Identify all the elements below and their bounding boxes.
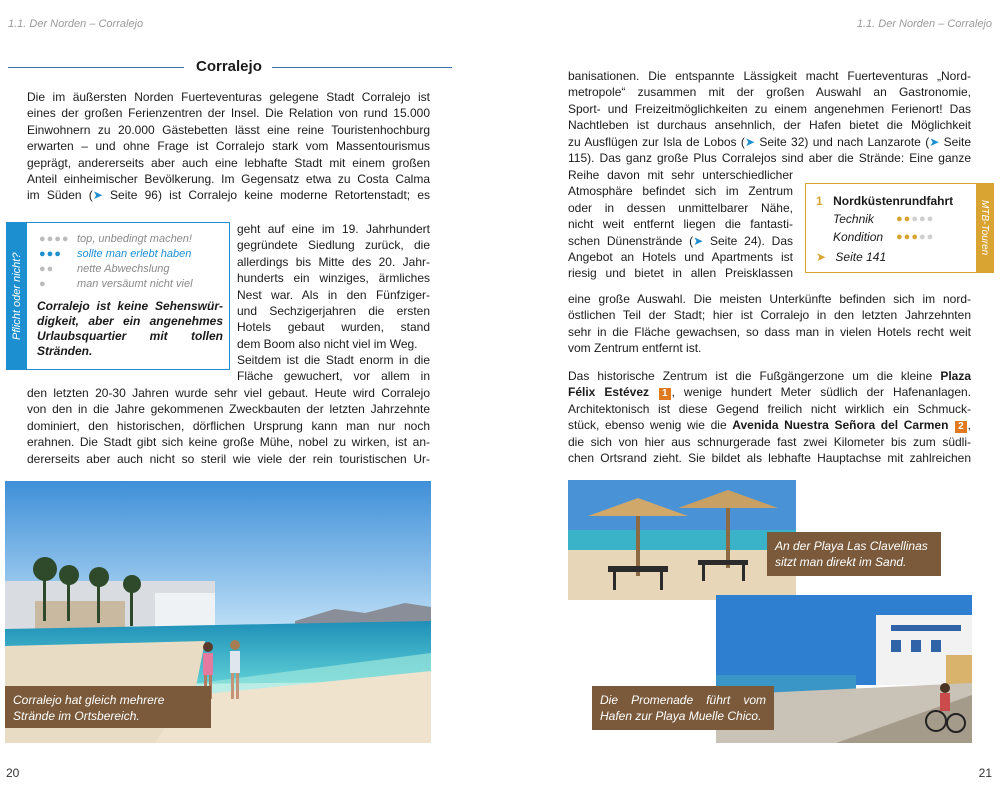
right-after-paragraph bbox=[568, 291, 971, 357]
rating-dot-empty: ● bbox=[926, 213, 935, 225]
page-number-right: 21 bbox=[978, 766, 992, 780]
rating-row-4: ●●●● top, unbedingt machen! bbox=[39, 233, 192, 245]
narrow-text-line: Angebot an Hotels und Apartments ist bbox=[568, 250, 793, 265]
mtb-technik-dots-icon bbox=[896, 213, 934, 225]
beach-photo-caption: Corralejo hat gleich mehrere Strände im Ortsbereich. bbox=[5, 686, 211, 728]
verdict-text: Corralejo ist keine Sehenswür- digkeit, aber ein angenehmes Urlaubsquartier mit tollen Stränden. bbox=[37, 299, 223, 358]
mtb-kondition-label: Kondition bbox=[833, 230, 884, 244]
right-narrow-text bbox=[568, 167, 793, 282]
title-rule-left bbox=[8, 67, 184, 68]
rating-dot-filled: ● bbox=[911, 231, 919, 243]
rating-dot-filled: ● bbox=[896, 231, 904, 243]
narrow-text-line: oder in dessen unmittelbarer Nähe, bbox=[568, 200, 793, 215]
center-line-4: stück, ebenso wenig wie die Avenida Nuestra Señora del Carmen 2 , bbox=[568, 418, 971, 433]
rating-dot-filled: ● bbox=[903, 231, 912, 243]
promenade-caption: Die Promenade führt vom Hafen zur Playa Muelle Chico. bbox=[592, 686, 774, 730]
side-text-line: Nest war. Als in den Fünfziger- bbox=[237, 287, 430, 302]
continuation-line: dererseits aber auch nicht so steril wie viele der rein touristischen Ur- bbox=[27, 451, 430, 466]
mtb-number: 1 bbox=[816, 194, 823, 208]
mtb-tab: MTB-Touren bbox=[976, 184, 993, 272]
narrow-text-line: Atmosphäre befindet sich im Zentrum bbox=[568, 184, 793, 199]
side-text-line: gegründete Siedlung zurück, die bbox=[237, 238, 430, 253]
right-line-lobos: zu Ausflügen zur Isla de Lobos (➤ Seite 32) und nach Lanzarote (➤ Seite bbox=[568, 134, 971, 149]
rating-dot-filled: ● bbox=[903, 213, 912, 225]
right-center-paragraph bbox=[568, 368, 971, 466]
narrow-text-line: riesig und bietet in allen Preisklassen bbox=[568, 266, 793, 281]
intro-line: Die im äußersten Norden Fuerteventuras gelegene Stadt Corralejo ist bbox=[27, 90, 430, 104]
rating-row-2: ●● nette Abwechslung bbox=[39, 263, 170, 275]
side-text-line: dem Boom also nicht viel im Weg. bbox=[237, 336, 418, 351]
map-marker-1: 1 bbox=[659, 388, 671, 400]
rating-dot-filled: ● bbox=[896, 213, 904, 225]
mtb-page-ref[interactable]: ➤ Seite 141 bbox=[816, 250, 887, 264]
page-ref-arrow-icon: ➤ bbox=[744, 134, 755, 149]
mtb-title: Nordküstenrundfahrt bbox=[833, 194, 954, 208]
rating-infobox bbox=[6, 222, 230, 370]
right-text-line: metropole“ zusammen mit der großen Auswahl an Gastronomie, bbox=[568, 85, 971, 100]
clavellinas-photo-illustration bbox=[568, 480, 796, 600]
page-ref-arrow-icon: ➤ bbox=[929, 134, 940, 149]
side-text-line: Seitdem ist die Stadt enorm in die bbox=[237, 353, 430, 367]
continuation-line: dominiert, den historischen, dörflichen Ursprung kann man nur noch bbox=[27, 418, 430, 433]
side-text-line: allerdings bis Mitte des 20. Jahr- bbox=[237, 254, 430, 269]
right-top-paragraph bbox=[568, 68, 971, 166]
center-line-3: Architektonisch ist diese Gegend freilich nicht wirklich ein Schmuck- bbox=[568, 401, 971, 416]
narrow-text-line: Reihe davon mit sehr unterschiedlicher bbox=[568, 168, 793, 182]
center-line-5: die sich von hier aus schnurgerade fast zwei Kilometer bis zum südli- bbox=[568, 434, 971, 449]
narrow-text-line: nicht weit entfernt liegen die fantasti- bbox=[568, 217, 793, 232]
intro-line: erwarten – und ohne Frage ist Corralejo stark vom Massentourismus bbox=[27, 139, 430, 154]
side-text-1 bbox=[237, 221, 430, 352]
right-text-line: sehr in die Fläche gewachsen, so dass man in vielen Hotels recht weit bbox=[568, 324, 971, 339]
intro-line: Einwohnern zu 20.000 Gästebetten lässt eine reine Touristenhochburg bbox=[27, 122, 430, 137]
mtb-tour-box bbox=[805, 183, 994, 273]
page-ref-arrow-icon: ➤ bbox=[693, 233, 704, 248]
center-line-1: Das historische Zentrum ist die Fußgängerzone um die kleine Plaza bbox=[568, 369, 971, 383]
side-text-2 bbox=[237, 352, 430, 385]
right-text-line: östlichen Teil der Stadt; hier ist Corralejo in den letzten Jahrzehnten bbox=[568, 308, 971, 323]
rating-dots-icon: ●● bbox=[39, 263, 55, 275]
continuation-line: von den in die Jahre gekommenen Zweckbauten der letzten Jahrzehnte bbox=[27, 402, 430, 417]
continuation-line: den letzten 20-30 Jahren wurde sehr viel gebaut. Heute wird Corralejo bbox=[27, 386, 430, 400]
narrow-line-dunes: schen Dünenstrände (➤ Seite 24). Das bbox=[568, 233, 794, 248]
intro-line: eines der großen Ferienzentren der Insel. Die Relation von rund 15.000 bbox=[27, 106, 430, 121]
clavellinas-caption: An der Playa Las Clavellinas sitzt man direkt im Sand. bbox=[767, 532, 941, 576]
running-header-left: 1.1. Der Norden – Corralejo bbox=[8, 18, 144, 30]
rating-dot-empty: ● bbox=[926, 231, 935, 243]
running-header-right: 1.1. Der Norden – Corralejo bbox=[856, 18, 992, 30]
rating-dot-empty: ● bbox=[911, 213, 919, 225]
section-title: Corralejo bbox=[196, 58, 262, 75]
rating-dots-icon: ●●● bbox=[39, 248, 62, 260]
side-text-line: geht auf eine im 19. Jahrhundert bbox=[237, 222, 430, 236]
right-text-line: Nachtleben ist durchaus ansehnlich, der Hafen bietet die Möglichkeit bbox=[568, 118, 971, 133]
rating-legend bbox=[39, 232, 221, 292]
rating-dot-empty: ● bbox=[918, 213, 927, 225]
rating-dots-icon: ● bbox=[39, 278, 47, 290]
side-text-line: Hotels gebaut wurden, stand bbox=[237, 320, 430, 335]
clavellinas-photo bbox=[568, 480, 796, 600]
right-text-line: banisationen. Die entspannte Lässigkeit macht Fuerteventuras „Nord- bbox=[568, 69, 971, 83]
page-number-left: 20 bbox=[6, 766, 20, 780]
rating-row-1: ● man versäumt nicht viel bbox=[39, 278, 193, 290]
rating-row-3: ●●● sollte man erlebt haben bbox=[39, 248, 192, 260]
intro-line: Anteil einheimischer Bevölkerung. Im Gegensatz etwa zu Costa Calma bbox=[27, 172, 430, 187]
right-line-6: 115). Das ganz große Plus Corralejos sind aber die Strände: Eine ganze bbox=[568, 151, 971, 166]
continuation-line: erahnen. Die Stadt gibt sich keine große Mühe, nobel zu wirken, ist an- bbox=[27, 435, 430, 450]
center-line-6: chen Ortsrand zieht. Sie bildet als lebhafte Hauptachse mit zahlreichen bbox=[568, 451, 971, 466]
title-rule-right bbox=[272, 67, 452, 68]
right-text-line: eine große Auswahl. Die meisten Unterkünfte befinden sich im nord- bbox=[568, 292, 971, 306]
side-text-line: und Sechzigerjahren die ersten bbox=[237, 304, 430, 319]
intro-last-line: im Süden (➤ Seite 96) ist Corralejo keine moderne Retortenstadt; es bbox=[27, 188, 430, 203]
rating-dot-empty: ● bbox=[918, 231, 927, 243]
rating-dots-icon: ●●●● bbox=[39, 233, 70, 245]
intro-paragraph bbox=[27, 89, 430, 204]
mtb-title-row bbox=[816, 192, 953, 210]
center-line-2: Félix Estévez 1 , wenige hundert Meter südlich der Hafenanlagen. bbox=[568, 385, 972, 400]
right-text-line: vom Zentrum entfernt ist. bbox=[568, 341, 702, 356]
mtb-kondition-dots-icon bbox=[896, 231, 934, 243]
side-text-line: hunderts ein winziges, ärmliches bbox=[237, 271, 430, 286]
map-marker-2: 2 bbox=[955, 421, 967, 433]
infobox-tab: Pflicht oder nicht? bbox=[7, 223, 27, 369]
page-ref-arrow-icon: ➤ bbox=[816, 250, 827, 264]
page-ref-arrow-icon: ➤ bbox=[92, 188, 103, 203]
mtb-technik-label: Technik bbox=[833, 212, 874, 226]
side-text-line: Fläche gewuchert, vor allem in bbox=[237, 369, 430, 384]
right-text-line: Sport- und Freizeitmöglichkeiten zu einem angenehmen Ferienort! Das bbox=[568, 101, 971, 116]
intro-line: geprägt, andererseits aber auch eine lebhafte Stadt mit einem großen bbox=[27, 155, 430, 170]
continuation-paragraph bbox=[27, 385, 430, 467]
